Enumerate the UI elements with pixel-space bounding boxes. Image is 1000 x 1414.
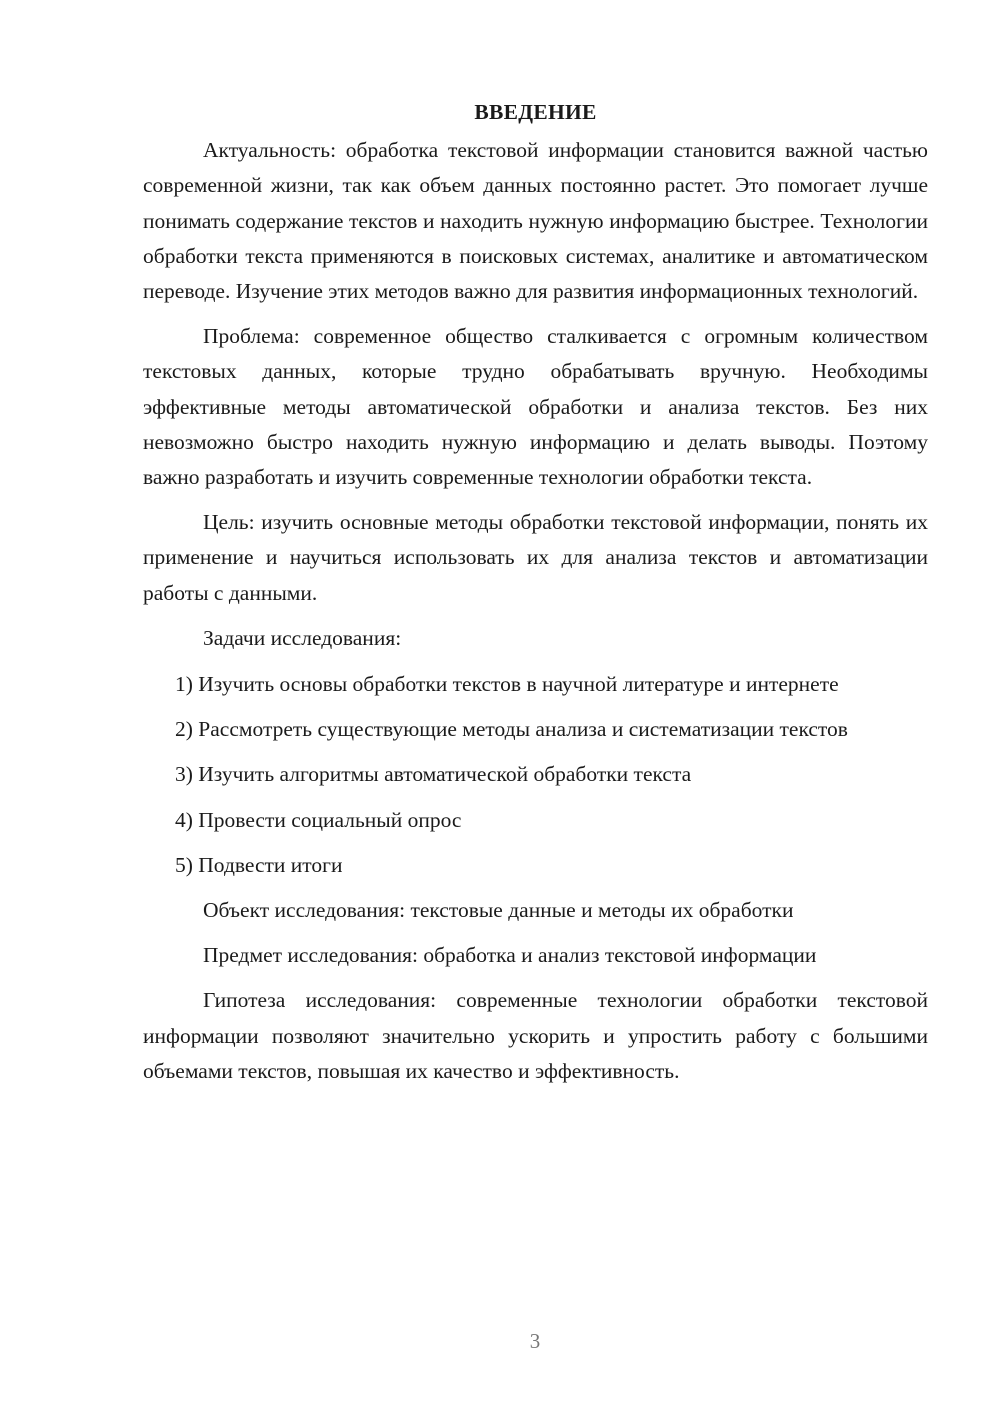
page-content — [143, 95, 928, 1089]
task-item-5: 5) Подвести итоги — [175, 852, 343, 877]
task-item-4: 4) Провести социальный опрос — [175, 807, 462, 832]
research-hypothesis: Гипотеза исследования: современные технологии обработки текстовой информации позволяют значительно ускорить и упростить работу с большими объемами текстов, повышая их качество и эффективность. — [143, 988, 928, 1083]
paragraph-actuality: Актуальность: обработка текстовой информации становится важной частью современной жизни, так как объем данных постоянно растет. Это помогает лучше понимать содержание текстов и находить нужную информацию быстрее. Технологии обработки текста применяются в поисковых системах, аналитике и автоматическом переводе. Изучение этих методов важно для развития информационных технологий. — [143, 138, 928, 304]
paragraph-goal: Цель: изучить основные методы обработки текстовой информации, понять их применение и научиться использовать их для анализа текстов и автоматизации работы с данными. — [143, 510, 928, 605]
page-title: ВВЕДЕНИЕ — [474, 100, 597, 124]
research-object: Объект исследования: текстовые данные и методы их обработки — [203, 898, 794, 923]
paragraph-problem: Проблема: современное общество сталкивается с огромным количеством текстовых данных, которые трудно обрабатывать вручную. Необходимы эффективные методы автоматической обработки и анализа текстов. Без них невозможно быстро находить нужную информацию и делать выводы. Поэтому важно разработать и изучить современные технологии обработки текста. — [143, 324, 928, 490]
task-item-2: 2) Рассмотреть существующие методы анализа и систематизации текстов — [175, 717, 848, 742]
research-subject: Предмет исследования: обработка и анализ текстовой информации — [203, 943, 817, 968]
task-item-1: 1) Изучить основы обработки текстов в научной литературе и интернете — [175, 672, 839, 697]
tasks-heading: Задачи исследования: — [203, 625, 402, 650]
page-number: 3 — [529, 1329, 541, 1353]
task-item-3: 3) Изучить алгоритмы автоматической обработки текста — [175, 762, 692, 787]
